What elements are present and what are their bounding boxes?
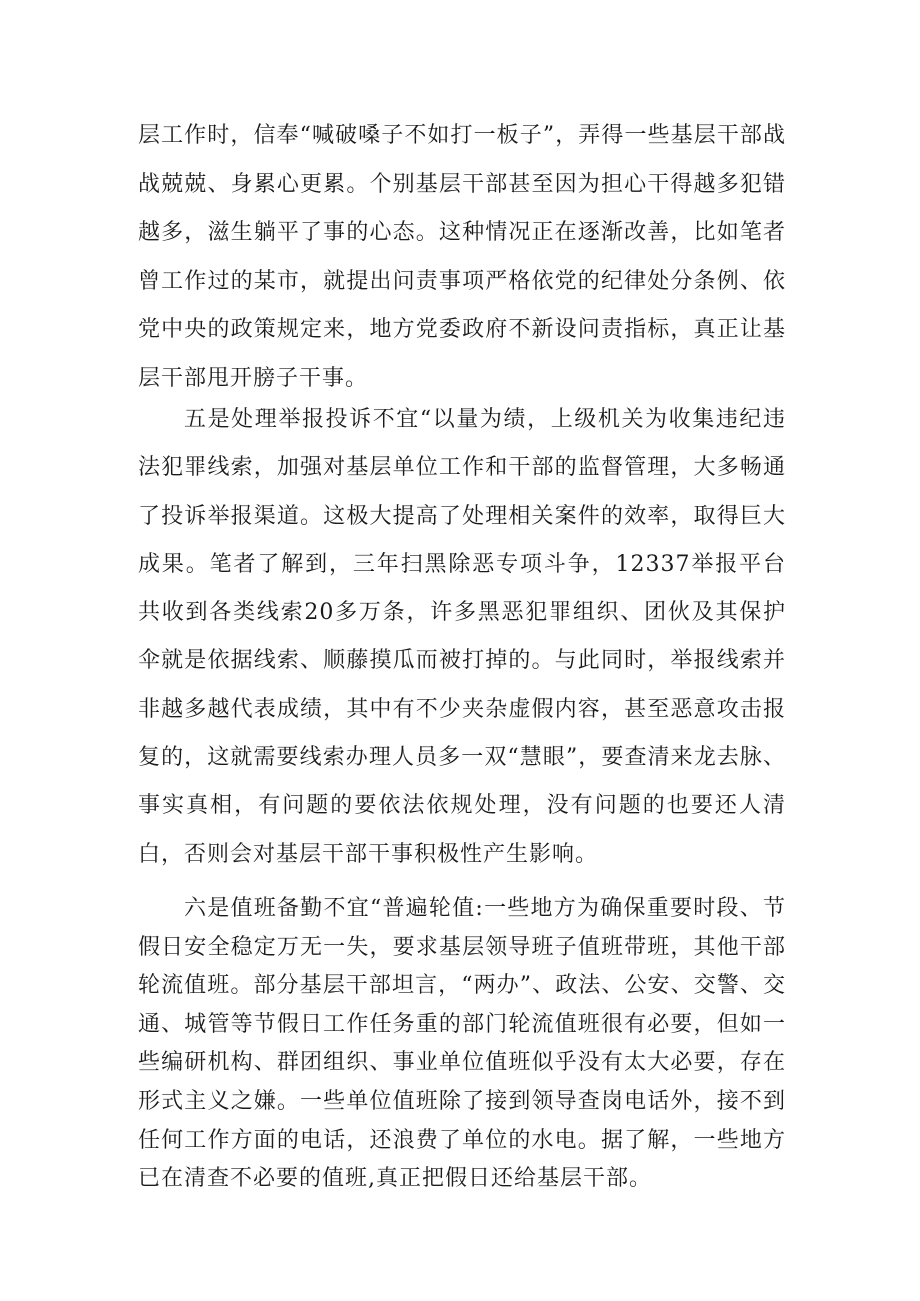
paragraph-continuation: 层工作时，信奉“喊破嗓子不如打一板子”，弄得一些基层干部战战兢兢、身累心更累。个别基层干部甚至因为担心干得越多犯错越多，滋生躺平了事的心态。这种情况正在逐渐改善，比如笔者曾工作过的某市，就提出问责事项严格依党的纪律处分条例、依党中央的政策规定来，地方党委政府不新设问责指标，真正让基层干部甩开膀子干事。 [138, 123, 786, 391]
paragraph-report-complaints: 五是处理举报投诉不宜“以量为绩，上级机关为收集违纪违法犯罪线索，加强对基层单位工作和干部的监督管理，大多畅通了投诉举报渠道。这极大提高了处理相关案件的效率，取得巨大成果。笔者了解到，三年扫黑除恶专项斗争，12337举报平台共收到各类线索20多万条，许多黑恶犯罪组织、团伙及其保护伞就是依据线索、顺藤摸瓜而被打掉的。与此同时，举报线索并非越多越代表成绩，其中有不少夹杂虚假内容，甚至恶意攻击报复的，这就需要线索办理人员多一双“慧眼”，要查清来龙去脉、事实真相，有问题的要依法依规处理，没有问题的也要还人清白，否则会对基层干部干事积极性产生影响。 [138, 407, 786, 867]
paragraph-duty-rotation: 六是值班备勤不宜“普遍轮值:一些地方为确保重要时段、节假日安全稳定万无一失，要求基层领导班子值班带班，其他干部轮流值班。部分基层干部坦言，“两办”、政法、公安、交警、交通、城管等节假日工作任务重的部门轮流值班很有必要，但如一些编研机构、群团组织、事业单位值班似乎没有太大必要，存在形式主义之嫌。一些单位值班除了接到领导查岗电话外，接不到任何工作方面的电话，还浪费了单位的水电。据了解，一些地方已在清查不必要的值班,真正把假日还给基层干部。 [138, 896, 786, 1192]
